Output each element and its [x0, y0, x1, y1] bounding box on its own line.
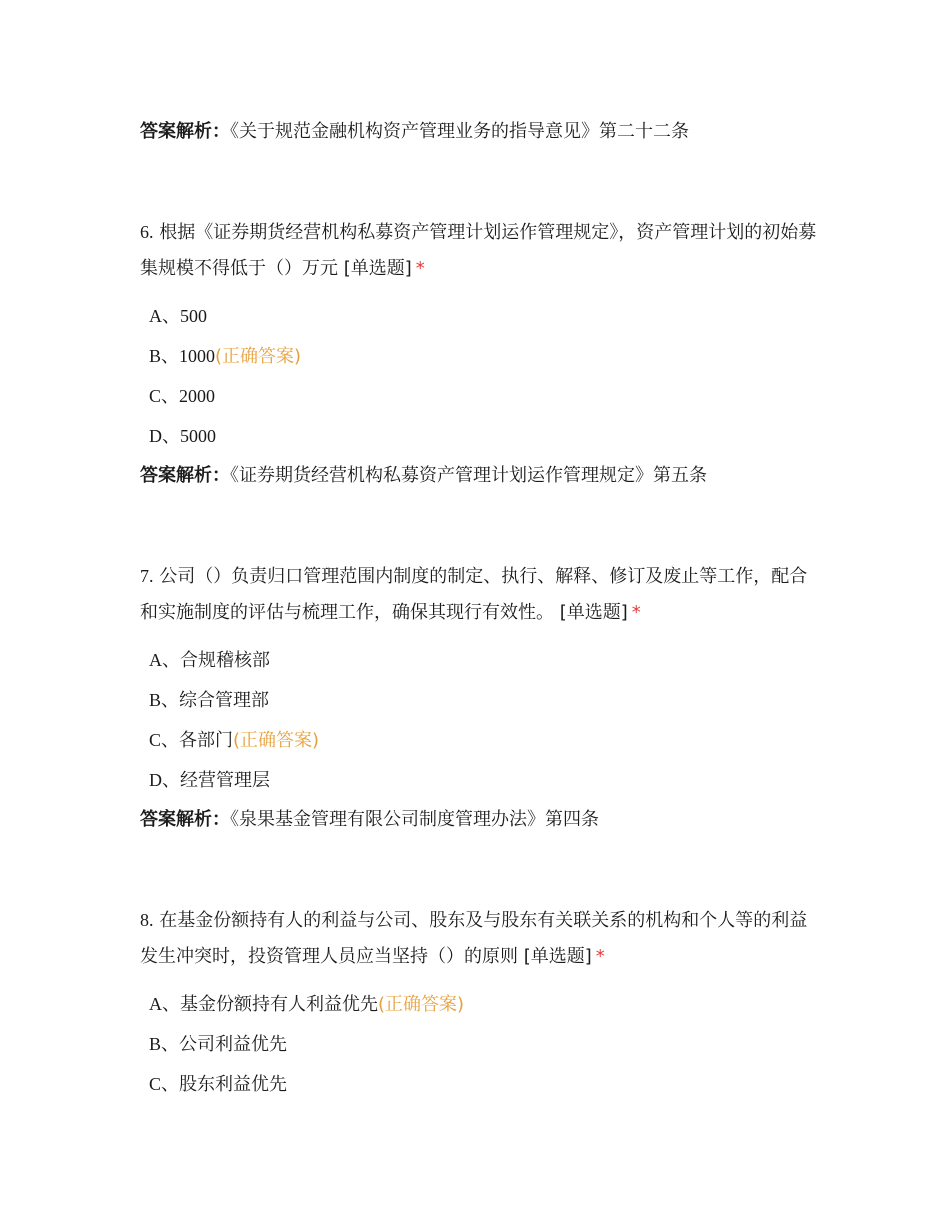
option-letter: A、 [149, 650, 180, 670]
option-letter: C、 [149, 386, 180, 406]
option-letter: A、 [149, 306, 180, 326]
answer-analysis-q5 [140, 120, 689, 144]
question-7 [140, 558, 820, 631]
option-text: 综合管理部 [179, 690, 270, 711]
option-text: 5000 [180, 426, 216, 446]
answer-analysis-q6 [140, 464, 707, 488]
option-letter: B、 [149, 1034, 180, 1054]
q8-option-b [149, 1032, 287, 1057]
q7-option-d [149, 768, 270, 793]
option-letter: D、 [149, 770, 180, 790]
analysis-text: 《泉果基金管理有限公司制度管理办法》第四条 [230, 809, 599, 830]
analysis-label: 答案解析： [140, 465, 230, 486]
option-letter: D、 [149, 426, 180, 446]
q6-option-b [149, 344, 301, 369]
option-letter: C、 [149, 730, 180, 750]
option-letter: A、 [149, 994, 180, 1014]
option-letter: C、 [149, 1074, 180, 1094]
question-type: [单选题] [559, 602, 628, 623]
analysis-label: 答案解析： [140, 121, 230, 142]
required-mark: * [631, 602, 641, 623]
option-text: 各部门 [179, 730, 234, 751]
option-text: 基金份额持有人利益优先 [180, 994, 378, 1015]
q6-option-a [149, 304, 207, 329]
analysis-text: 《证券期货经营机构私募资产管理计划运作管理规定》第五条 [230, 465, 707, 486]
question-type: [单选题] [523, 946, 592, 967]
q7-option-a [149, 648, 270, 673]
q7-option-c [149, 728, 319, 753]
option-text: 500 [180, 306, 207, 326]
option-text: 经营管理层 [180, 770, 270, 791]
question-text: 公司（）负责归口管理范围内制度的制定、执行、解释、修订及废止等工作，配合和实施制度的评估与梳理工作，确保其现行有效性。 [140, 566, 808, 623]
q8-option-a [149, 992, 464, 1017]
question-number: 8. [140, 910, 154, 930]
q7-option-b [149, 688, 269, 713]
option-letter: B、 [149, 346, 180, 366]
analysis-text: 《关于规范金融机构资产管理业务的指导意见》第二十二条 [230, 121, 689, 142]
q6-option-d [149, 424, 216, 449]
analysis-label: 答案解析： [140, 809, 230, 830]
question-text: 根据《证券期货经营机构私募资产管理计划运作管理规定》，资产管理计划的初始募集规模不得低于（）万元 [140, 222, 817, 279]
q8-option-c [149, 1072, 287, 1097]
required-mark: * [595, 946, 605, 967]
option-text: 公司利益优先 [179, 1034, 288, 1055]
question-number: 7. [140, 566, 154, 586]
question-text: 在基金份额持有人的利益与公司、股东及与股东有关联关系的机构和个人等的利益发生冲突时，投资管理人员应当坚持（）的原则 [140, 910, 808, 967]
option-text: 1000 [179, 346, 216, 366]
required-mark: * [415, 258, 425, 279]
option-letter: B、 [149, 690, 180, 710]
q6-option-c [149, 384, 215, 409]
option-text: 股东利益优先 [179, 1074, 288, 1095]
question-number: 6. [140, 222, 154, 242]
question-6 [140, 214, 820, 287]
option-text: 合规稽核部 [180, 650, 270, 671]
correct-answer-mark: (正确答案) [233, 730, 320, 751]
question-type: [单选题] [343, 258, 412, 279]
question-8 [140, 902, 820, 975]
correct-answer-mark: (正确答案) [378, 994, 465, 1015]
answer-analysis-q7 [140, 808, 599, 832]
option-text: 2000 [179, 386, 216, 406]
correct-answer-mark: (正确答案) [215, 346, 302, 367]
